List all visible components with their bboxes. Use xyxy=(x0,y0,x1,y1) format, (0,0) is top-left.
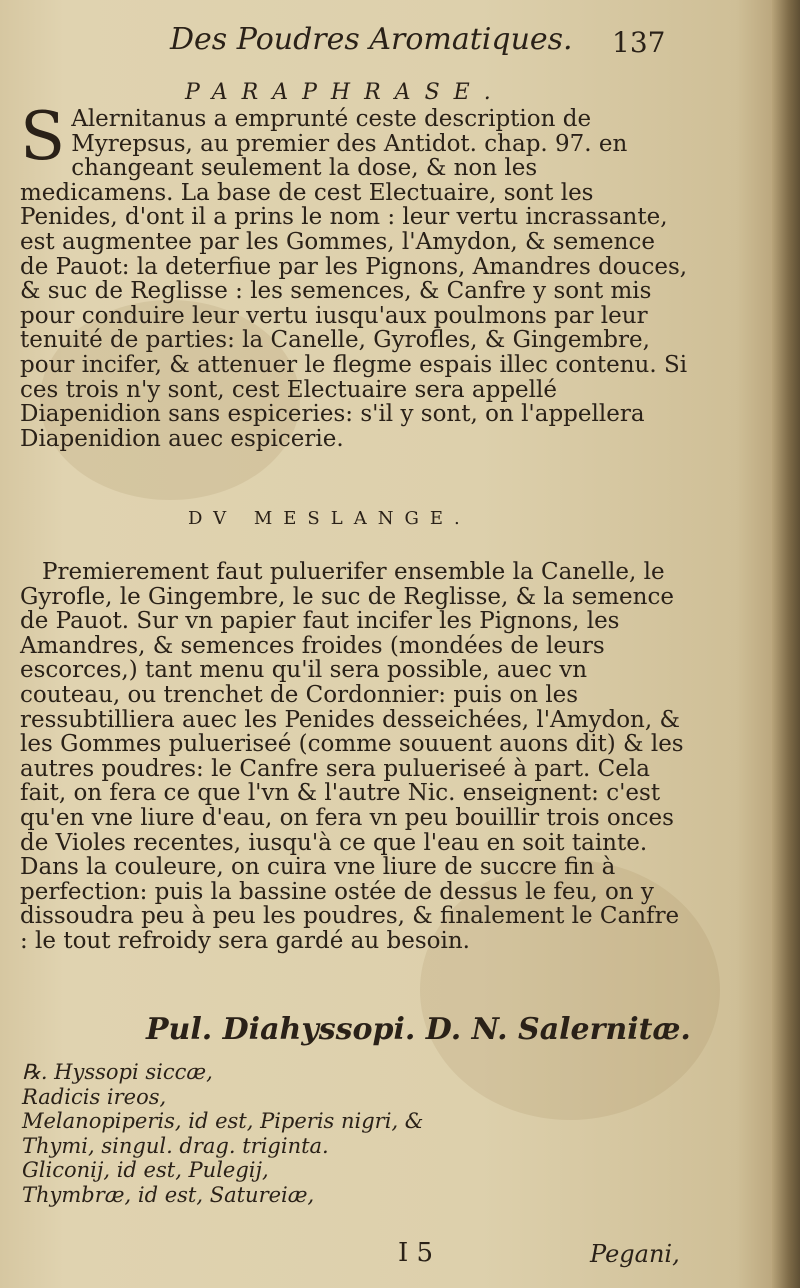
recipe-line: Thymi, singul. drag. triginta. xyxy=(22,1133,329,1158)
recipe-list xyxy=(22,1060,423,1208)
page-edge xyxy=(772,0,800,1288)
paraphrase-text xyxy=(20,98,690,452)
signature-mark: I 5 xyxy=(398,1238,434,1268)
catchword: Pegani, xyxy=(590,1240,680,1268)
section-heading-paraphrase: PARAPHRASE. xyxy=(185,80,505,105)
recipe-line: Gliconij, id est, Pulegij, xyxy=(22,1158,269,1183)
recipe-line: ℞. Hyssopi siccæ, xyxy=(22,1060,213,1084)
recipe-line: Radicis ireos, xyxy=(22,1084,167,1109)
recipe-line: Melanopiperis, id est, Piperis nigri, & xyxy=(22,1109,424,1134)
meslange-text: Premierement faut puluerifer ensemble la Canelle, le Gyrofle, le Gingembre, le suc de Reglisse, & la semence de Pauot. Sur vn papier faut incifer les Pignons, les Amandres, & semences froides (mondées de leurs escorces,) tant menu qu'il sera possible, auec vn couteau, ou trenchet de Cordonnier: puis on les ressubtilliera auec les Penides desseichées, l'Amydon, & les Gommes pulueriseé (comme souuent auons dit) & les autres poudres: le Canfre sera pulueriseé à part. Cela fait, on fera ce que l'vn & l'autre Nic. enseignent: c'est qu'en vne liure d'eau, on fera vn peu bouillir trois onces de Violes recentes, iusqu'à ce que l'eau en soit tainte. Dans la couleure, on cuira vne liure de succre fin à perfection: puis la bassine ostée de dessus le feu, on y dissoudra peu à peu les poudres, & finalement le Canfre : le tout refroidy sera gardé au besoin. xyxy=(20,559,684,954)
formula-title: Pul. Diahyssopi. D. N. Salernitæ. xyxy=(146,1012,691,1047)
page-number: 137 xyxy=(612,26,666,59)
running-head: Des Poudres Aromatiques. xyxy=(170,22,573,57)
page-header xyxy=(0,22,800,66)
paraphrase-body: Alernitanus a emprunté ceste description de Myrepsus, au premier des Antidot. chap. 97. en changeant seulement la dose, & non les medicamens. La base de cest Electuaire, sont les Penides, d'ont il a prins le nom : leur vertu incrassante, est augmentee par les Gommes, l'Amydon, & semence de Pauot: la deterfiue par les Pignons, Amandres douces, & suc de Reglisse : les semences, & Canfre y sont mis pour conduire leur vertu iusqu'aux poulmons par leur tenuité de parties: la Canelle, Gyrofles, & Gingembre, pour incifer, & attenuer le flegme espais illec contenu. Si ces trois n'y sont, cest Electuaire sera appellé Diapenidion sans espiceries: s'il y sont, on l'appellera Diapenidion auec espicerie. xyxy=(20,106,688,452)
recipe-line: Thymbræ, id est, Satureiæ, xyxy=(22,1182,315,1207)
drop-cap: S xyxy=(20,98,66,175)
section-heading-meslange: DV MESLANGE. xyxy=(188,508,471,529)
